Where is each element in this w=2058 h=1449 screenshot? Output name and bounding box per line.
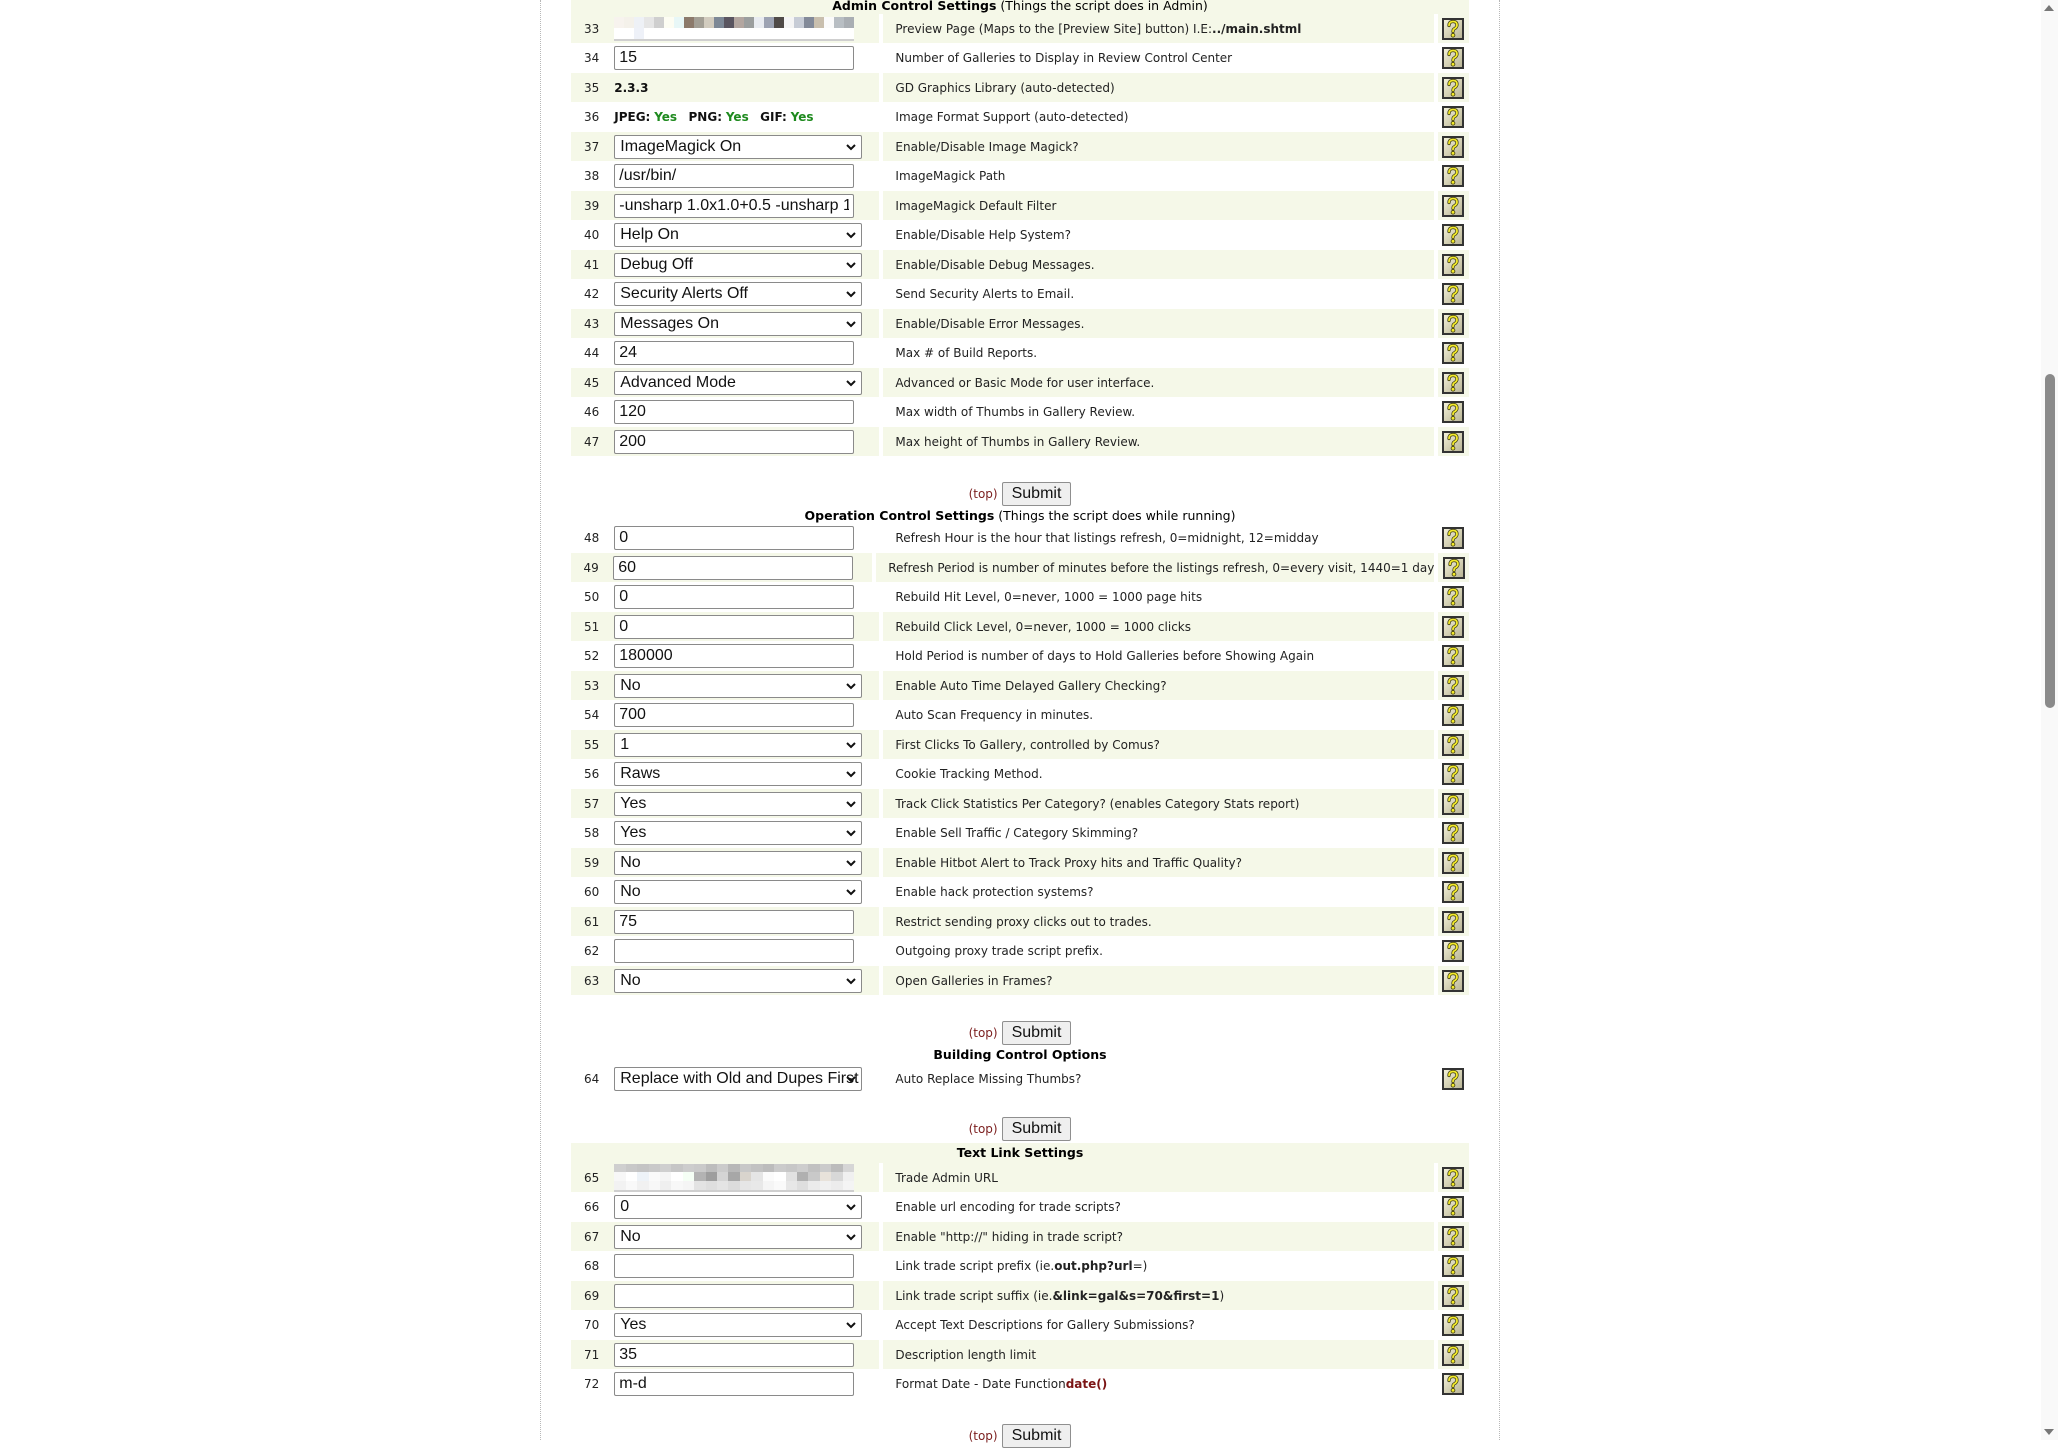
help-question-icon[interactable] <box>1442 645 1464 667</box>
help-question-icon[interactable] <box>1442 1314 1464 1336</box>
row-description: Outgoing proxy trade script prefix. <box>895 944 1103 958</box>
section-header-admin <box>571 0 1469 14</box>
row-number: 58 <box>583 826 600 840</box>
help-question-icon[interactable] <box>1442 224 1464 246</box>
help-question-icon[interactable] <box>1442 372 1464 394</box>
http-hiding-select[interactable]: No <box>614 1225 862 1249</box>
row-number: 40 <box>583 228 600 242</box>
submit-bar-building <box>571 1116 1469 1142</box>
help-question-icon[interactable] <box>1442 881 1464 903</box>
top-link[interactable]: (top) <box>968 1025 998 1040</box>
setting-row-48 <box>571 524 1469 553</box>
help-question-icon[interactable] <box>1442 1255 1464 1277</box>
settings-frame <box>540 0 1500 1444</box>
row-description: Rebuild Click Level, 0=never, 1000 = 1000 clicks <box>883 612 1433 641</box>
security-alerts-select[interactable]: Security Alerts Off <box>614 282 862 306</box>
row-description: Refresh Period is number of minutes before the listings refresh, 0=every visit, 1440=1 day <box>876 553 1434 582</box>
row-description: Number of Galleries to Display in Review Control Center <box>895 51 1233 65</box>
row-number: 46 <box>583 405 600 419</box>
setting-row-60 <box>571 878 1469 907</box>
chevron-down-icon <box>845 1073 857 1085</box>
row-number: 34 <box>583 51 600 65</box>
help-question-icon[interactable] <box>1442 911 1464 933</box>
thumb-max-height-input[interactable] <box>614 430 854 454</box>
row-number: 35 <box>571 73 612 102</box>
help-question-icon[interactable] <box>1442 106 1464 128</box>
row-number: 44 <box>583 346 600 360</box>
row-description: Auto Scan Frequency in minutes. <box>895 708 1094 722</box>
setting-row-50 <box>571 583 1469 612</box>
help-question-icon[interactable] <box>1442 195 1464 217</box>
interface-mode-select[interactable]: Advanced Mode <box>614 371 862 395</box>
imagemagick-filter-input[interactable] <box>614 194 854 218</box>
setting-row-51 <box>571 612 1469 641</box>
row-number: 63 <box>571 966 612 995</box>
row-description: Enable url encoding for trade scripts? <box>895 1200 1121 1214</box>
row-description: Link trade script suffix (ie. &link=gal&s=70&first=1 ) <box>883 1281 1433 1310</box>
error-messages-select[interactable]: Messages On <box>614 312 862 336</box>
setting-row-40 <box>571 221 1469 250</box>
submit-button[interactable]: Submit <box>1002 1424 1072 1448</box>
setting-row-65 <box>571 1163 1469 1192</box>
chevron-down-icon <box>845 141 857 153</box>
row-number: 65 <box>571 1163 612 1192</box>
chevron-down-icon <box>845 1201 857 1213</box>
date-function-link[interactable]: date() <box>1065 1377 1108 1391</box>
setting-row-55 <box>571 730 1469 759</box>
setting-row-35 <box>571 73 1469 102</box>
setting-row-49 <box>571 553 1469 582</box>
submit-bar-admin <box>571 481 1469 507</box>
help-question-icon[interactable] <box>1442 401 1464 423</box>
help-question-icon[interactable] <box>1442 852 1464 874</box>
section-subtitle: (Things the script does in Admin) <box>996 0 1208 13</box>
setting-row-67 <box>571 1222 1469 1251</box>
row-description: Max height of Thumbs in Gallery Review. <box>883 427 1433 456</box>
help-question-icon[interactable] <box>1442 763 1464 785</box>
help-question-icon[interactable] <box>1443 557 1465 579</box>
row-description: Send Security Alerts to Email. <box>895 287 1075 301</box>
row-description: Max # of Build Reports. <box>895 346 1038 360</box>
setting-row-56 <box>571 760 1469 789</box>
setting-row-57 <box>571 789 1469 818</box>
row-description: Refresh Hour is the hour that listings refresh, 0=midnight, 12=midday <box>895 531 1319 545</box>
vertical-scrollbar[interactable] <box>2041 0 2058 1440</box>
help-question-icon[interactable] <box>1442 1285 1464 1307</box>
row-description: Rebuild Hit Level, 0=never, 1000 = 1000 page hits <box>895 590 1203 604</box>
setting-row-59 <box>571 848 1469 877</box>
setting-row-43 <box>571 309 1469 338</box>
row-description: Open Galleries in Frames? <box>883 966 1433 995</box>
setting-row-61 <box>571 907 1469 936</box>
thumb-max-width-input[interactable] <box>614 400 854 424</box>
setting-row-72 <box>571 1370 1469 1399</box>
row-description: Advanced or Basic Mode for user interface. <box>883 368 1433 397</box>
setting-row-46 <box>571 398 1469 427</box>
accept-text-descriptions-select[interactable]: Yes <box>614 1313 862 1337</box>
row-description: Link trade script prefix (ie. out.php?url =) <box>895 1259 1148 1273</box>
row-description: Enable Sell Traffic / Category Skimming? <box>895 826 1139 840</box>
row-number: 48 <box>583 531 600 545</box>
image-format-support: JPEG: Yes PNG: Yes GIF: Yes <box>614 110 814 124</box>
chevron-down-icon <box>845 975 857 987</box>
auto-replace-thumbs-select[interactable]: Replace with Old and Dupes First <box>614 1067 862 1091</box>
setting-row-54 <box>571 701 1469 730</box>
track-click-stats-select[interactable]: Yes <box>614 792 862 816</box>
help-question-icon[interactable] <box>1442 1196 1464 1218</box>
row-description: Auto Replace Missing Thumbs? <box>895 1071 1082 1086</box>
chevron-down-icon <box>845 229 857 241</box>
setting-row-66 <box>571 1193 1469 1222</box>
chevron-down-icon <box>845 288 857 300</box>
row-description: Track Click Statistics Per Category? (enables Category Stats report) <box>883 789 1433 818</box>
refresh-hour-input[interactable] <box>614 526 854 550</box>
row-description: Restrict sending proxy clicks out to trades. <box>883 907 1433 936</box>
setting-row-37 <box>571 132 1469 161</box>
setting-row-39 <box>571 191 1469 220</box>
chevron-down-icon <box>845 857 857 869</box>
setting-row-64 <box>571 1063 1469 1095</box>
help-system-select[interactable]: Help On <box>614 223 862 247</box>
submit-button[interactable]: Submit <box>1002 1117 1072 1141</box>
row-description: Enable/Disable Error Messages. <box>883 309 1433 338</box>
row-description: Cookie Tracking Method. <box>895 767 1043 781</box>
row-number: 36 <box>583 110 600 124</box>
help-question-icon[interactable] <box>1442 1344 1464 1366</box>
help-question-icon[interactable] <box>1442 616 1464 638</box>
hitbot-alert-select[interactable]: No <box>614 851 862 875</box>
chevron-down-icon <box>845 768 857 780</box>
section-title: Admin Control Settings <box>832 0 997 13</box>
imagemagick-select[interactable]: ImageMagick On <box>614 135 862 159</box>
row-number: 68 <box>583 1259 600 1273</box>
row-description: Enable Auto Time Delayed Gallery Checking? <box>883 671 1433 700</box>
help-question-icon[interactable] <box>1442 77 1464 99</box>
help-question-icon[interactable] <box>1442 793 1464 815</box>
row-number: 64 <box>583 1071 600 1086</box>
scroll-up-arrow-icon[interactable] <box>2044 5 2054 11</box>
description-length-input[interactable] <box>614 1343 854 1367</box>
row-number: 56 <box>583 767 600 781</box>
gd-version-value: 2.3.3 <box>614 80 649 95</box>
imagemagick-path-input[interactable] <box>614 164 854 188</box>
row-description: Accept Text Descriptions for Gallery Submissions? <box>895 1318 1195 1332</box>
help-question-icon[interactable] <box>1442 18 1464 40</box>
row-number: 60 <box>583 885 600 899</box>
setting-row-33 <box>571 14 1469 43</box>
row-number: 55 <box>571 730 612 759</box>
row-number: 71 <box>571 1340 612 1369</box>
setting-row-53 <box>571 671 1469 700</box>
row-number: 33 <box>571 14 612 43</box>
row-description: GD Graphics Library (auto-detected) <box>883 73 1433 102</box>
submit-bar-operation <box>571 1020 1469 1046</box>
section-title: Operation Control Settings <box>804 507 995 523</box>
settings-content <box>571 0 1469 1449</box>
row-number: 61 <box>571 907 612 936</box>
row-description: First Clicks To Gallery, controlled by Comus? <box>883 730 1433 759</box>
help-question-icon[interactable] <box>1442 675 1464 697</box>
submit-button[interactable]: Submit <box>1002 482 1072 506</box>
setting-row-42 <box>571 280 1469 309</box>
row-number: 45 <box>571 368 612 397</box>
row-number: 42 <box>583 287 600 301</box>
chevron-down-icon <box>845 1231 857 1243</box>
setting-row-41 <box>571 250 1469 279</box>
link-trade-suffix-input[interactable] <box>614 1284 854 1308</box>
section-header-operation <box>571 507 1469 524</box>
preview-page-field-redacted[interactable] <box>614 17 854 41</box>
help-question-icon[interactable] <box>1442 527 1464 549</box>
link-trade-prefix-input[interactable] <box>614 1254 854 1278</box>
row-number: 62 <box>583 944 600 958</box>
row-description: Description length limit <box>883 1340 1433 1369</box>
section-subtitle: (Things the script does while running) <box>994 507 1236 523</box>
row-number: 37 <box>571 132 612 161</box>
setting-row-68 <box>571 1252 1469 1281</box>
url-encoding-select[interactable]: 0 <box>614 1195 862 1219</box>
help-question-icon[interactable] <box>1442 283 1464 305</box>
setting-row-45 <box>571 368 1469 397</box>
debug-select[interactable]: Debug Off <box>614 253 862 277</box>
row-number: 38 <box>583 169 600 183</box>
chevron-down-icon <box>845 377 857 389</box>
row-number: 54 <box>583 708 600 722</box>
row-description: Enable/Disable Help System? <box>895 228 1071 242</box>
refresh-period-input[interactable] <box>613 556 853 580</box>
chevron-down-icon <box>845 680 857 692</box>
help-question-icon[interactable] <box>1442 586 1464 608</box>
help-question-icon[interactable] <box>1442 431 1464 453</box>
max-build-reports-input[interactable] <box>614 341 854 365</box>
hold-period-input[interactable] <box>614 644 854 668</box>
help-question-icon[interactable] <box>1442 136 1464 158</box>
row-number: 66 <box>583 1200 600 1214</box>
hack-protection-select[interactable]: No <box>614 880 862 904</box>
cookie-tracking-select[interactable]: Raws <box>614 762 862 786</box>
rebuild-hit-level-input[interactable] <box>614 585 854 609</box>
help-question-icon[interactable] <box>1442 47 1464 69</box>
row-description: Enable "http://" hiding in trade script? <box>883 1222 1433 1251</box>
row-number: 70 <box>583 1318 600 1332</box>
help-question-icon[interactable] <box>1442 1167 1464 1189</box>
section-title: Text Link Settings <box>956 1145 1084 1160</box>
first-clicks-select[interactable]: 1 <box>614 733 862 757</box>
help-question-icon[interactable] <box>1442 940 1464 962</box>
chevron-down-icon <box>845 1319 857 1331</box>
chevron-down-icon <box>845 739 857 751</box>
submit-button[interactable]: Submit <box>1002 1021 1072 1045</box>
row-number: 67 <box>571 1222 612 1251</box>
open-galleries-frames-select[interactable]: No <box>614 969 862 993</box>
row-number: 59 <box>571 848 612 877</box>
help-question-icon[interactable] <box>1442 734 1464 756</box>
help-question-icon[interactable] <box>1442 165 1464 187</box>
row-number: 50 <box>583 590 600 604</box>
row-description: ImageMagick Path <box>895 169 1006 183</box>
row-number: 49 <box>571 553 611 582</box>
row-number: 51 <box>571 612 612 641</box>
proxy-clicks-restrict-input[interactable] <box>614 910 854 934</box>
setting-row-70 <box>571 1311 1469 1340</box>
setting-row-36 <box>571 103 1469 132</box>
chevron-down-icon <box>845 827 857 839</box>
row-description: ImageMagick Default Filter <box>883 191 1433 220</box>
row-description: Format Date - Date Function date() <box>895 1377 1108 1391</box>
setting-row-34 <box>571 44 1469 73</box>
sell-traffic-select[interactable]: Yes <box>614 821 862 845</box>
section-title: Building Control Options <box>933 1046 1107 1062</box>
row-description: Enable hack protection systems? <box>895 885 1094 899</box>
help-question-icon[interactable] <box>1442 313 1464 335</box>
row-number: 52 <box>583 649 600 663</box>
help-question-icon[interactable] <box>1442 254 1464 276</box>
auto-scan-frequency-input[interactable] <box>614 703 854 727</box>
chevron-down-icon <box>845 259 857 271</box>
row-description: Preview Page (Maps to the [Preview Site] button) I.E: ../main.shtml <box>883 14 1433 43</box>
proxy-trade-prefix-input[interactable] <box>614 939 854 963</box>
section-header-building <box>571 1046 1469 1063</box>
submit-bar-textlink <box>571 1423 1469 1449</box>
setting-row-47 <box>571 427 1469 456</box>
row-number: 53 <box>571 671 612 700</box>
setting-row-58 <box>571 819 1469 848</box>
row-description: Enable/Disable Image Magick? <box>883 132 1433 161</box>
rebuild-click-level-input[interactable] <box>614 615 854 639</box>
chevron-down-icon <box>845 318 857 330</box>
chevron-down-icon <box>845 886 857 898</box>
row-description: Image Format Support (auto-detected) <box>895 110 1129 124</box>
setting-row-69 <box>571 1281 1469 1310</box>
top-link[interactable]: (top) <box>968 486 998 501</box>
help-question-icon[interactable] <box>1442 970 1464 992</box>
row-description: Enable/Disable Debug Messages. <box>883 250 1433 279</box>
setting-row-44 <box>571 339 1469 368</box>
help-question-icon[interactable] <box>1442 1068 1464 1090</box>
row-number: 39 <box>571 191 612 220</box>
top-link[interactable]: (top) <box>968 1429 998 1443</box>
help-question-icon[interactable] <box>1442 1373 1464 1395</box>
row-number: 41 <box>571 250 612 279</box>
scroll-down-arrow-icon[interactable] <box>2044 1429 2054 1435</box>
help-question-icon[interactable] <box>1442 342 1464 364</box>
setting-row-62 <box>571 937 1469 966</box>
row-description: Hold Period is number of days to Hold Galleries before Showing Again <box>895 649 1315 663</box>
chevron-down-icon <box>845 798 857 810</box>
help-question-icon[interactable] <box>1442 704 1464 726</box>
row-description: Trade Admin URL <box>883 1163 1433 1192</box>
row-number: 72 <box>583 1377 600 1391</box>
setting-row-52 <box>571 642 1469 671</box>
section-header-textlink <box>571 1143 1469 1163</box>
row-description: Max width of Thumbs in Gallery Review. <box>895 405 1136 419</box>
row-description: Enable Hitbot Alert to Track Proxy hits and Traffic Quality? <box>883 848 1433 877</box>
help-question-icon[interactable] <box>1442 822 1464 844</box>
row-number: 57 <box>571 789 612 818</box>
setting-row-38 <box>571 162 1469 191</box>
auto-time-delayed-check-select[interactable]: No <box>614 674 862 698</box>
row-number: 69 <box>571 1281 612 1310</box>
setting-row-71 <box>571 1340 1469 1369</box>
row-number: 47 <box>571 427 612 456</box>
galleries-to-display-input[interactable] <box>614 46 854 70</box>
date-format-input[interactable] <box>614 1372 854 1396</box>
help-question-icon[interactable] <box>1442 1226 1464 1248</box>
top-link[interactable]: (top) <box>968 1122 998 1136</box>
trade-admin-url-field-redacted[interactable] <box>614 1164 854 1192</box>
scrollbar-thumb[interactable] <box>2045 374 2055 708</box>
setting-row-63 <box>571 966 1469 995</box>
row-number: 43 <box>571 309 612 338</box>
